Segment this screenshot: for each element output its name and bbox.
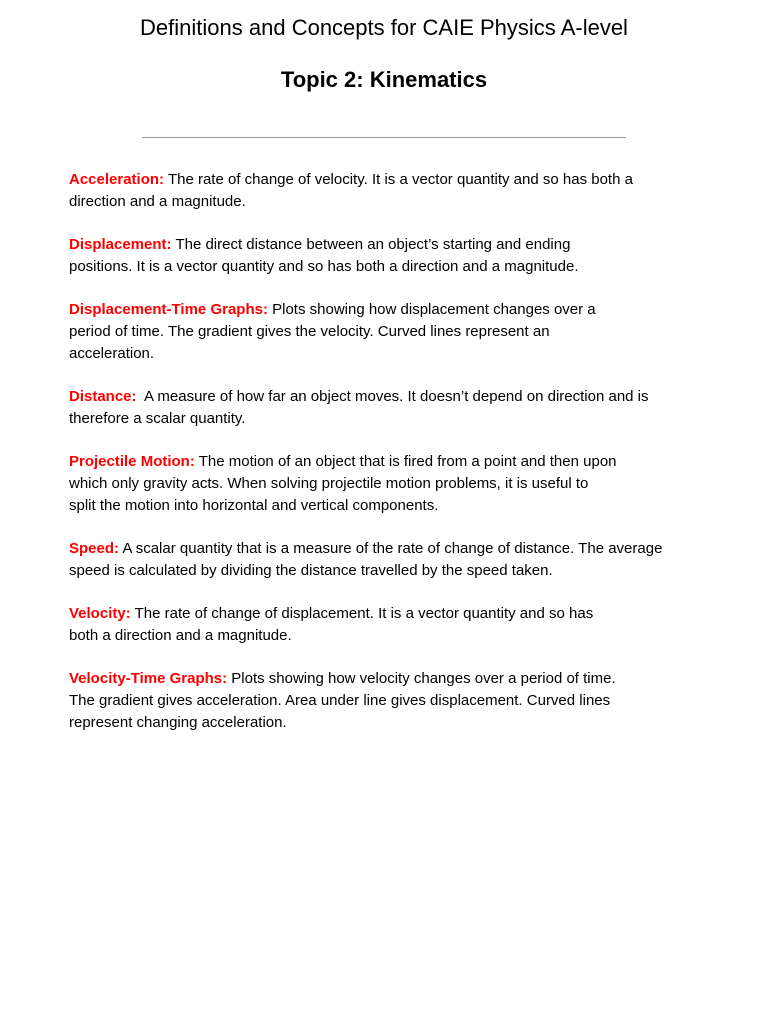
topic-title: Topic 2: Kinematics (280, 67, 488, 92)
definition-text: Plots showing how displacement changes over a (267, 301, 596, 318)
definition-line (69, 538, 709, 560)
definition-projectile-motion (69, 451, 709, 517)
definition-line (69, 603, 709, 625)
definition-term: Acceleration: (69, 171, 165, 188)
definition-text: The rate of change of displacement. It is a vector quantity and so has (130, 605, 594, 622)
definition-line (69, 169, 709, 191)
definition-distance (69, 386, 709, 430)
page-title: Definitions and Concepts for CAIE Physics A-level (140, 15, 628, 40)
definition-velocity-time-graphs (69, 668, 709, 734)
definition-text: A measure of how far an object moves. It doesn’t depend on direction and is (136, 388, 649, 405)
definition-line: both a direction and a magnitude. (69, 627, 292, 644)
definition-acceleration (69, 169, 709, 213)
definition-line (69, 668, 709, 690)
definition-term: Velocity: (69, 605, 131, 622)
definition-line: speed is calculated by dividing the distance travelled by the speed taken. (69, 562, 553, 579)
definition-velocity (69, 603, 709, 647)
definition-text: Plots showing how velocity changes over a period of time. (227, 670, 616, 687)
definitions-list (69, 169, 709, 755)
definition-text: The motion of an object that is fired from a point and then upon (194, 453, 617, 470)
divider (142, 137, 626, 138)
definition-line: therefore a scalar quantity. (69, 410, 246, 427)
definition-term: Displacement-Time Graphs: (69, 301, 268, 318)
definition-displacement-time-graphs (69, 299, 709, 365)
definition-term: Displacement: (69, 236, 172, 253)
definition-line: split the motion into horizontal and vertical components. (69, 497, 439, 514)
definition-line (69, 299, 709, 321)
definition-line: which only gravity acts. When solving projectile motion problems, it is useful to (69, 475, 589, 492)
definition-term: Projectile Motion: (69, 453, 195, 470)
definition-displacement (69, 234, 709, 278)
definition-line (69, 234, 709, 256)
definition-term: Distance: (69, 388, 137, 405)
definition-text: The direct distance between an object’s starting and ending (171, 236, 571, 253)
definition-line: The gradient gives acceleration. Area under line gives displacement. Curved lines (69, 692, 611, 709)
definition-line: acceleration. (69, 345, 155, 362)
definition-line: represent changing acceleration. (69, 714, 287, 731)
definition-line: period of time. The gradient gives the velocity. Curved lines represent an (69, 323, 550, 340)
definition-line (69, 451, 709, 473)
definition-line: positions. It is a vector quantity and so has both a direction and a magnitude. (69, 258, 579, 275)
definition-term: Velocity-Time Graphs: (69, 670, 228, 687)
definition-line (69, 386, 709, 408)
definition-speed (69, 538, 709, 582)
definition-line: direction and a magnitude. (69, 193, 246, 210)
definition-term: Speed: (69, 540, 120, 557)
definition-text: The rate of change of velocity. It is a vector quantity and so has both a (164, 171, 633, 188)
definition-text: A scalar quantity that is a measure of the rate of change of distance. The average (119, 540, 663, 557)
